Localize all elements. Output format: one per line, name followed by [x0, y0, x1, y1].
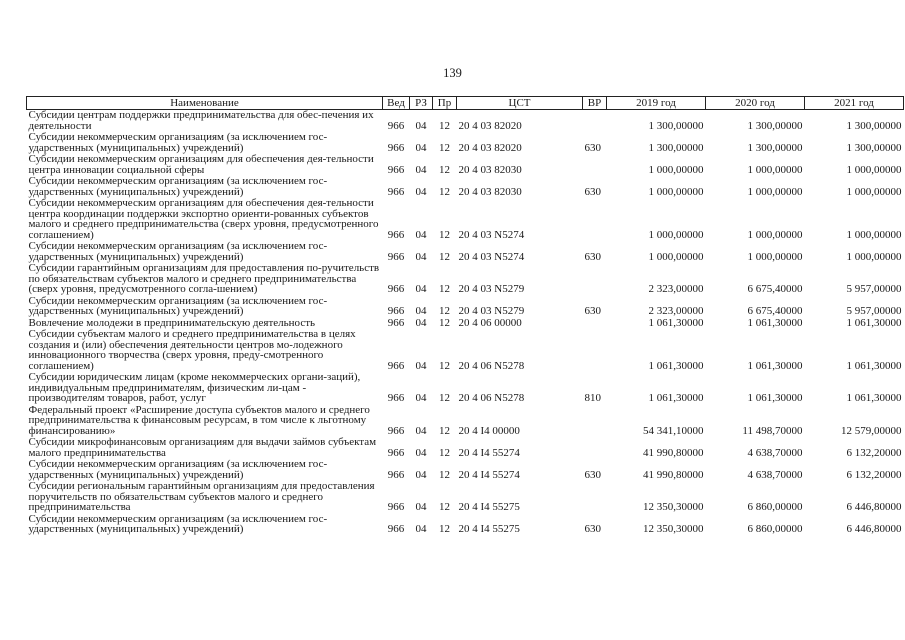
cell-pr: 12: [439, 523, 450, 535]
cell-2021: 6 446,80000: [846, 501, 902, 513]
cell-vr: [583, 198, 607, 241]
cell-vr: [583, 110, 607, 133]
header-ved: Вед: [383, 97, 410, 110]
cell-name: Субсидии некоммерческим организациям (за исключением гос-ударственных (муниципальных) учреждений): [28, 131, 328, 154]
table-row: [27, 459, 904, 481]
cell-2019: 1 000,00000: [648, 163, 704, 176]
cell-cst: 20 4 I4 55274: [458, 446, 520, 459]
cell-name: Субсидии некоммерческим организациям для обеспечения дея-тельности центра координации поддержки экспортно ориенти-рованных субъектов малого и среднего предпринимательства (сверх уровня, предусмотренного соглашением): [28, 197, 379, 241]
cell-ved: 966: [387, 283, 405, 295]
cell-pr: 12: [439, 119, 450, 132]
cell-2019: 2 323,00000: [648, 305, 704, 317]
cell-cst: 20 4 03 N5274: [458, 228, 525, 241]
cell-2020: 4 638,70000: [747, 468, 803, 481]
table-row: [27, 481, 904, 514]
cell-ved: 966: [387, 446, 405, 459]
cell-2019: 1 300,00000: [648, 141, 704, 154]
cell-cst: 20 4 I4 55275: [458, 523, 520, 535]
cell-pr: 12: [439, 250, 450, 263]
table-row: [27, 263, 904, 296]
cell-name: Субсидии центрам поддержки предпринимательства для обес-печения их деятельности: [28, 109, 374, 132]
cell-2021: 1 300,00000: [846, 119, 902, 132]
table-row: [27, 154, 904, 176]
cell-pr: 12: [439, 141, 450, 154]
cell-vr: [583, 329, 607, 372]
cell-2021: 5 957,00000: [846, 283, 902, 295]
cell-cst: 20 4 I4 55274: [458, 468, 520, 481]
cell-2019: 12 350,30000: [643, 501, 704, 513]
cell-2020: 1 000,00000: [747, 185, 803, 198]
cell-vr: 810: [584, 392, 601, 404]
cell-vr: [583, 481, 607, 514]
table-row: [27, 198, 904, 241]
cell-vr: 630: [584, 305, 601, 317]
table-row: [27, 372, 904, 405]
cell-cst: 20 4 I4 00000: [458, 424, 520, 437]
cell-2019: 1 061,30000: [648, 359, 704, 372]
cell-rz: 04: [415, 163, 427, 176]
cell-2019: 1 061,30000: [648, 316, 704, 329]
cell-name: Субсидии региональным гарантийным организациям для предоставления поручительств по обязательствам субъектов малого и среднего предпринимательства: [28, 480, 375, 513]
cell-2020: 1 300,00000: [747, 141, 803, 154]
table-row: [27, 132, 904, 154]
cell-2020: 1 000,00000: [747, 228, 803, 241]
cell-pr: 12: [439, 468, 450, 481]
cell-vr: [583, 263, 607, 296]
cell-rz: 04: [415, 523, 427, 535]
cell-ved: 966: [387, 501, 405, 513]
cell-name: Субсидии юридическим лицам (кроме некоммерческих органи-заций), индивидуальным предпринимателям, физическим ли-цам - производителям товаров, работ, услуг: [28, 371, 361, 404]
header-2019: 2019 год: [607, 97, 706, 110]
cell-pr: 12: [439, 163, 450, 176]
cell-ved: 966: [387, 250, 405, 263]
cell-pr: 12: [439, 446, 450, 459]
page-number: 139: [443, 66, 462, 80]
cell-2021: 1 000,00000: [846, 250, 902, 263]
cell-name: Субсидии некоммерческим организациям (за исключением гос-ударственных (муниципальных) учреждений): [28, 512, 328, 535]
cell-cst: 20 4 06 N5278: [458, 392, 525, 404]
cell-pr: 12: [439, 424, 450, 437]
cell-pr: 12: [439, 185, 450, 198]
cell-2021: 12 579,00000: [841, 424, 902, 437]
cell-2020: 6 675,40000: [747, 305, 803, 317]
cell-2021: 1 061,30000: [846, 392, 902, 404]
cell-rz: 04: [415, 141, 427, 154]
cell-ved: 966: [387, 228, 405, 241]
cell-ved: 966: [387, 316, 405, 329]
cell-cst: 20 4 03 82030: [458, 163, 522, 176]
table-row: [27, 296, 904, 318]
cell-2020: 11 498,70000: [742, 424, 803, 437]
cell-2020: 4 638,70000: [747, 446, 803, 459]
table-row: [27, 405, 904, 438]
header-rz: РЗ: [410, 97, 433, 110]
cell-2021: 1 000,00000: [846, 185, 902, 198]
cell-rz: 04: [415, 250, 427, 263]
header-vr: ВР: [583, 97, 607, 110]
table-row: [27, 437, 904, 459]
cell-pr: 12: [439, 316, 450, 329]
cell-2021: 6 132,20000: [846, 446, 902, 459]
cell-rz: 04: [415, 305, 427, 317]
cell-name: Вовлечение молодежи в предпринимательскую деятельность: [28, 316, 316, 329]
table-row: [27, 514, 904, 536]
cell-2021: 1 061,30000: [846, 359, 902, 372]
cell-ved: 966: [387, 185, 405, 198]
cell-cst: 20 4 03 82020: [458, 141, 522, 154]
cell-pr: 12: [439, 283, 450, 295]
cell-ved: 966: [387, 359, 405, 372]
cell-rz: 04: [415, 119, 427, 132]
cell-name: Субсидии гарантийным организациям для предоставления по-ручительств по обязательствам субъектов малого и среднего предпринимательства (сверх уровня, предусмотренного согла-шением): [28, 262, 380, 295]
cell-2020: 1 061,30000: [747, 392, 803, 404]
cell-rz: 04: [415, 185, 427, 198]
cell-ved: 966: [387, 119, 405, 132]
cell-ved: 966: [387, 523, 405, 535]
cell-vr: [583, 437, 607, 459]
header-2020: 2020 год: [706, 97, 805, 110]
cell-name: Федеральный проект «Расширение доступа субъектов малого и среднего предпринимательства к финансовым ресурсам, в том числе к льготному финансированию»: [28, 403, 370, 437]
cell-2021: 1 000,00000: [846, 163, 902, 176]
cell-2019: 1 000,00000: [648, 250, 704, 263]
table-header-row: [27, 97, 904, 110]
cell-2020: 1 061,30000: [747, 316, 803, 329]
cell-vr: 630: [584, 523, 601, 535]
cell-2020: 1 300,00000: [747, 119, 803, 132]
cell-rz: 04: [415, 392, 427, 404]
cell-cst: 20 4 03 N5279: [458, 283, 525, 295]
cell-cst: 20 4 03 N5279: [458, 305, 525, 317]
cell-pr: 12: [439, 305, 450, 317]
cell-pr: 12: [439, 228, 450, 241]
cell-pr: 12: [439, 501, 450, 513]
header-name: Наименование: [27, 97, 383, 110]
cell-2019: 41 990,80000: [643, 446, 704, 459]
cell-rz: 04: [415, 501, 427, 513]
cell-ved: 966: [387, 468, 405, 481]
cell-ved: 966: [387, 163, 405, 176]
cell-rz: 04: [415, 316, 427, 329]
cell-cst: 20 4 03 82030: [458, 185, 522, 198]
cell-vr: 630: [584, 468, 601, 481]
cell-2021: 1 061,30000: [846, 316, 902, 329]
cell-2019: 1 300,00000: [648, 119, 704, 132]
cell-name: Субсидии некоммерческим организациям для обеспечения дея-тельности центра инновации социальной сферы: [28, 153, 374, 176]
cell-2019: 1 000,00000: [648, 185, 704, 198]
cell-cst: 20 4 03 N5274: [458, 250, 525, 263]
cell-2019: 41 990,80000: [643, 468, 704, 481]
header-2021: 2021 год: [805, 97, 904, 110]
cell-vr: 630: [584, 141, 601, 154]
cell-pr: 12: [439, 359, 450, 372]
table-row: [27, 110, 904, 133]
table-row: [27, 241, 904, 263]
cell-rz: 04: [415, 283, 427, 295]
header-pr: Пр: [433, 97, 457, 110]
header-cst: ЦСТ: [457, 97, 583, 110]
cell-rz: 04: [415, 228, 427, 241]
cell-2019: 54 341,10000: [643, 424, 704, 437]
cell-ved: 966: [387, 305, 405, 317]
cell-2019: 2 323,00000: [648, 283, 704, 295]
cell-cst: 20 4 I4 55275: [458, 501, 520, 513]
cell-name: Субсидии некоммерческим организациям (за исключением гос-ударственных (муниципальных) учреждений): [28, 175, 328, 198]
cell-2020: 6 675,40000: [747, 283, 803, 295]
cell-2021: 6 132,20000: [846, 468, 902, 481]
cell-rz: 04: [415, 424, 427, 437]
cell-2021: 5 957,00000: [846, 305, 902, 317]
cell-2021: 1 300,00000: [846, 141, 902, 154]
cell-vr: [583, 318, 607, 330]
cell-2019: 12 350,30000: [643, 523, 704, 535]
cell-vr: 630: [584, 250, 601, 263]
cell-cst: 20 4 06 00000: [458, 316, 522, 329]
cell-name: Субсидии субъектам малого и среднего предпринимательства в целях создания и (или) обеспечения деятельности центров мо-лодежного инновационного творчества (сверх уровня, преду-смотренного соглашением): [28, 328, 356, 372]
cell-2019: 1 000,00000: [648, 228, 704, 241]
cell-name: Субсидии некоммерческим организациям (за исключением гос-ударственных (муниципальных) учреждений): [28, 294, 328, 317]
cell-rz: 04: [415, 446, 427, 459]
table-body: [27, 110, 904, 536]
cell-cst: 20 4 03 82020: [458, 119, 522, 132]
table-row: [27, 329, 904, 372]
table-row: [27, 176, 904, 198]
cell-ved: 966: [387, 141, 405, 154]
cell-2020: 6 860,00000: [747, 523, 803, 535]
cell-rz: 04: [415, 359, 427, 372]
cell-2021: 6 446,80000: [846, 523, 902, 535]
cell-2020: 1 000,00000: [747, 163, 803, 176]
cell-cst: 20 4 06 N5278: [458, 359, 525, 372]
cell-vr: [583, 405, 607, 438]
cell-vr: 630: [584, 185, 601, 198]
cell-name: Субсидии микрофинансовым организациям для выдачи займов субъектам малого предпринимательства: [28, 436, 377, 459]
budget-table: [26, 96, 904, 536]
cell-pr: 12: [439, 392, 450, 404]
cell-2020: 1 000,00000: [747, 250, 803, 263]
cell-2019: 1 061,30000: [648, 392, 704, 404]
cell-ved: 966: [387, 424, 405, 437]
cell-2020: 6 860,00000: [747, 501, 803, 513]
cell-name: Субсидии некоммерческим организациям (за исключением гос-ударственных (муниципальных) учреждений): [28, 458, 328, 481]
cell-rz: 04: [415, 468, 427, 481]
cell-vr: [583, 154, 607, 176]
cell-2020: 1 061,30000: [747, 359, 803, 372]
cell-name: Субсидии некоммерческим организациям (за исключением гос-ударственных (муниципальных) учреждений): [28, 240, 328, 263]
cell-2021: 1 000,00000: [846, 228, 902, 241]
cell-ved: 966: [387, 392, 405, 404]
